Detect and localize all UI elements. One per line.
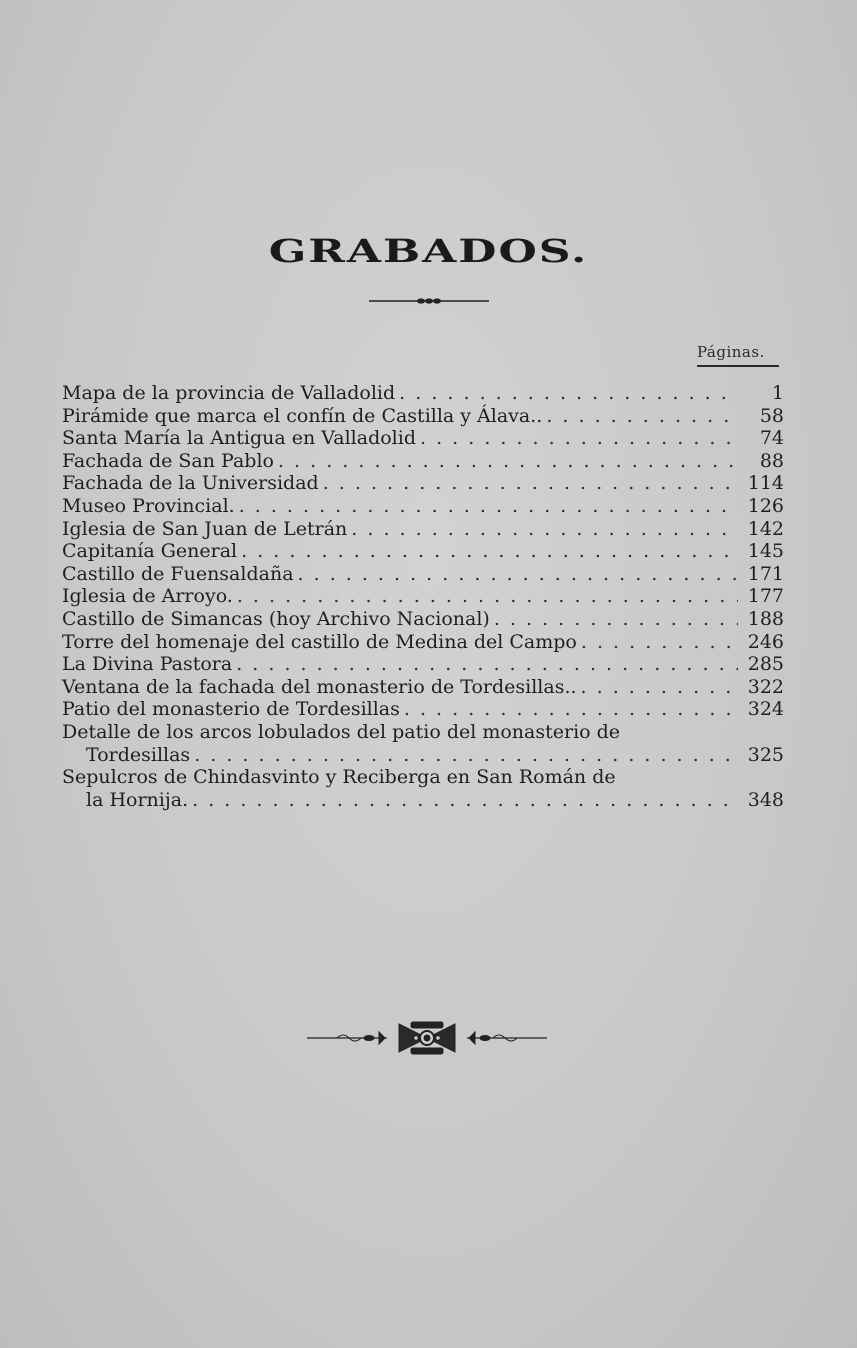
list-item-detalle-line2 bbox=[62, 744, 784, 767]
entry-page: 324 bbox=[747, 698, 784, 721]
list-item bbox=[62, 472, 784, 495]
entry-label: Capitanía General bbox=[62, 540, 238, 563]
entry-label: Pirámide que marca el confín de Castilla y Álava.. bbox=[62, 404, 543, 427]
entry-label: Patio del monasterio de Tordesillas bbox=[62, 698, 400, 721]
leader-dots bbox=[274, 450, 738, 473]
entry-label: La Divina Pastora bbox=[62, 653, 233, 676]
list-item bbox=[62, 382, 784, 405]
entry-page: 348 bbox=[747, 788, 784, 811]
entry-label: Castillo de Simancas (hoy Archivo Nacional) bbox=[62, 607, 490, 630]
list-item bbox=[62, 585, 784, 608]
leader-dots bbox=[400, 698, 738, 721]
entry-page: 325 bbox=[747, 743, 784, 766]
entry-page: 145 bbox=[747, 540, 784, 563]
entry-page: 171 bbox=[747, 562, 784, 585]
leader-dots bbox=[188, 789, 738, 812]
title-rule-ornament bbox=[369, 297, 489, 305]
list-item bbox=[62, 495, 784, 518]
closing-ornament bbox=[307, 1018, 547, 1058]
pages-header-underline bbox=[697, 365, 779, 367]
leader-dots bbox=[577, 631, 738, 654]
entry-label: Tordesillas bbox=[86, 743, 191, 766]
entry-label: Ventana de la fachada del monasterio de Tordesillas.. bbox=[62, 675, 577, 698]
list-item bbox=[62, 405, 784, 428]
leader-dots bbox=[347, 518, 738, 541]
entry-page: 142 bbox=[747, 517, 784, 540]
leader-dots bbox=[237, 540, 738, 563]
leader-dots bbox=[235, 495, 738, 518]
list-item bbox=[62, 608, 784, 631]
list-item bbox=[62, 631, 784, 654]
entry-label: Iglesia de Arroyo. bbox=[62, 585, 233, 608]
leader-dots bbox=[416, 427, 738, 450]
list-item bbox=[62, 540, 784, 563]
pages-column-header: Páginas. bbox=[697, 343, 765, 361]
engravings-list bbox=[62, 382, 784, 811]
list-item bbox=[62, 563, 784, 586]
leader-dots bbox=[190, 744, 738, 767]
entry-page: 322 bbox=[747, 675, 784, 698]
entry-label: Castillo de Fuensaldaña bbox=[62, 562, 294, 585]
list-item bbox=[62, 653, 784, 676]
entry-label: Fachada de la Universidad bbox=[62, 472, 319, 495]
entry-page: 74 bbox=[759, 427, 784, 450]
page-title: GRABADOS. bbox=[268, 233, 589, 270]
entry-label: Detalle de los arcos lobulados del patio del monasterio de bbox=[62, 720, 621, 743]
entry-label: Mapa de la provincia de Valladolid bbox=[62, 382, 396, 404]
list-item-detalle-line1 bbox=[62, 721, 784, 744]
entry-page: 188 bbox=[747, 607, 784, 630]
leader-dots bbox=[395, 382, 738, 405]
leader-dots bbox=[232, 653, 738, 676]
leader-dots bbox=[490, 608, 738, 631]
leader-dots bbox=[542, 405, 738, 428]
entry-page: 285 bbox=[747, 653, 784, 676]
entry-label: la Hornija. bbox=[86, 788, 189, 811]
list-item bbox=[62, 676, 784, 699]
entry-page: 114 bbox=[747, 472, 784, 495]
leader-dots bbox=[233, 585, 738, 608]
list-item-sepulcros-line1 bbox=[62, 766, 784, 789]
entry-label: Iglesia de San Juan de Letrán bbox=[62, 517, 348, 540]
entry-label: Torre del homenaje del castillo de Medina del Campo bbox=[62, 630, 577, 653]
list-item bbox=[62, 450, 784, 473]
entry-page: 177 bbox=[747, 585, 784, 608]
list-item bbox=[62, 698, 784, 721]
leader-dots bbox=[294, 563, 738, 586]
entry-page: 1 bbox=[771, 382, 784, 404]
leader-dots bbox=[577, 676, 738, 699]
list-item bbox=[62, 518, 784, 541]
entry-page: 88 bbox=[759, 449, 784, 472]
leader-dots bbox=[319, 472, 738, 495]
list-item-sepulcros-line2 bbox=[62, 789, 784, 812]
entry-page: 246 bbox=[747, 630, 784, 653]
entry-label: Santa María la Antigua en Valladolid bbox=[62, 427, 416, 450]
entry-page: 58 bbox=[759, 404, 784, 427]
list-item bbox=[62, 427, 784, 450]
entry-label: Sepulcros de Chindasvinto y Reciberga en San Román de bbox=[62, 766, 616, 789]
entry-label: Fachada de San Pablo bbox=[62, 449, 274, 472]
entry-label: Museo Provincial. bbox=[62, 494, 235, 517]
entry-page: 126 bbox=[747, 494, 784, 517]
